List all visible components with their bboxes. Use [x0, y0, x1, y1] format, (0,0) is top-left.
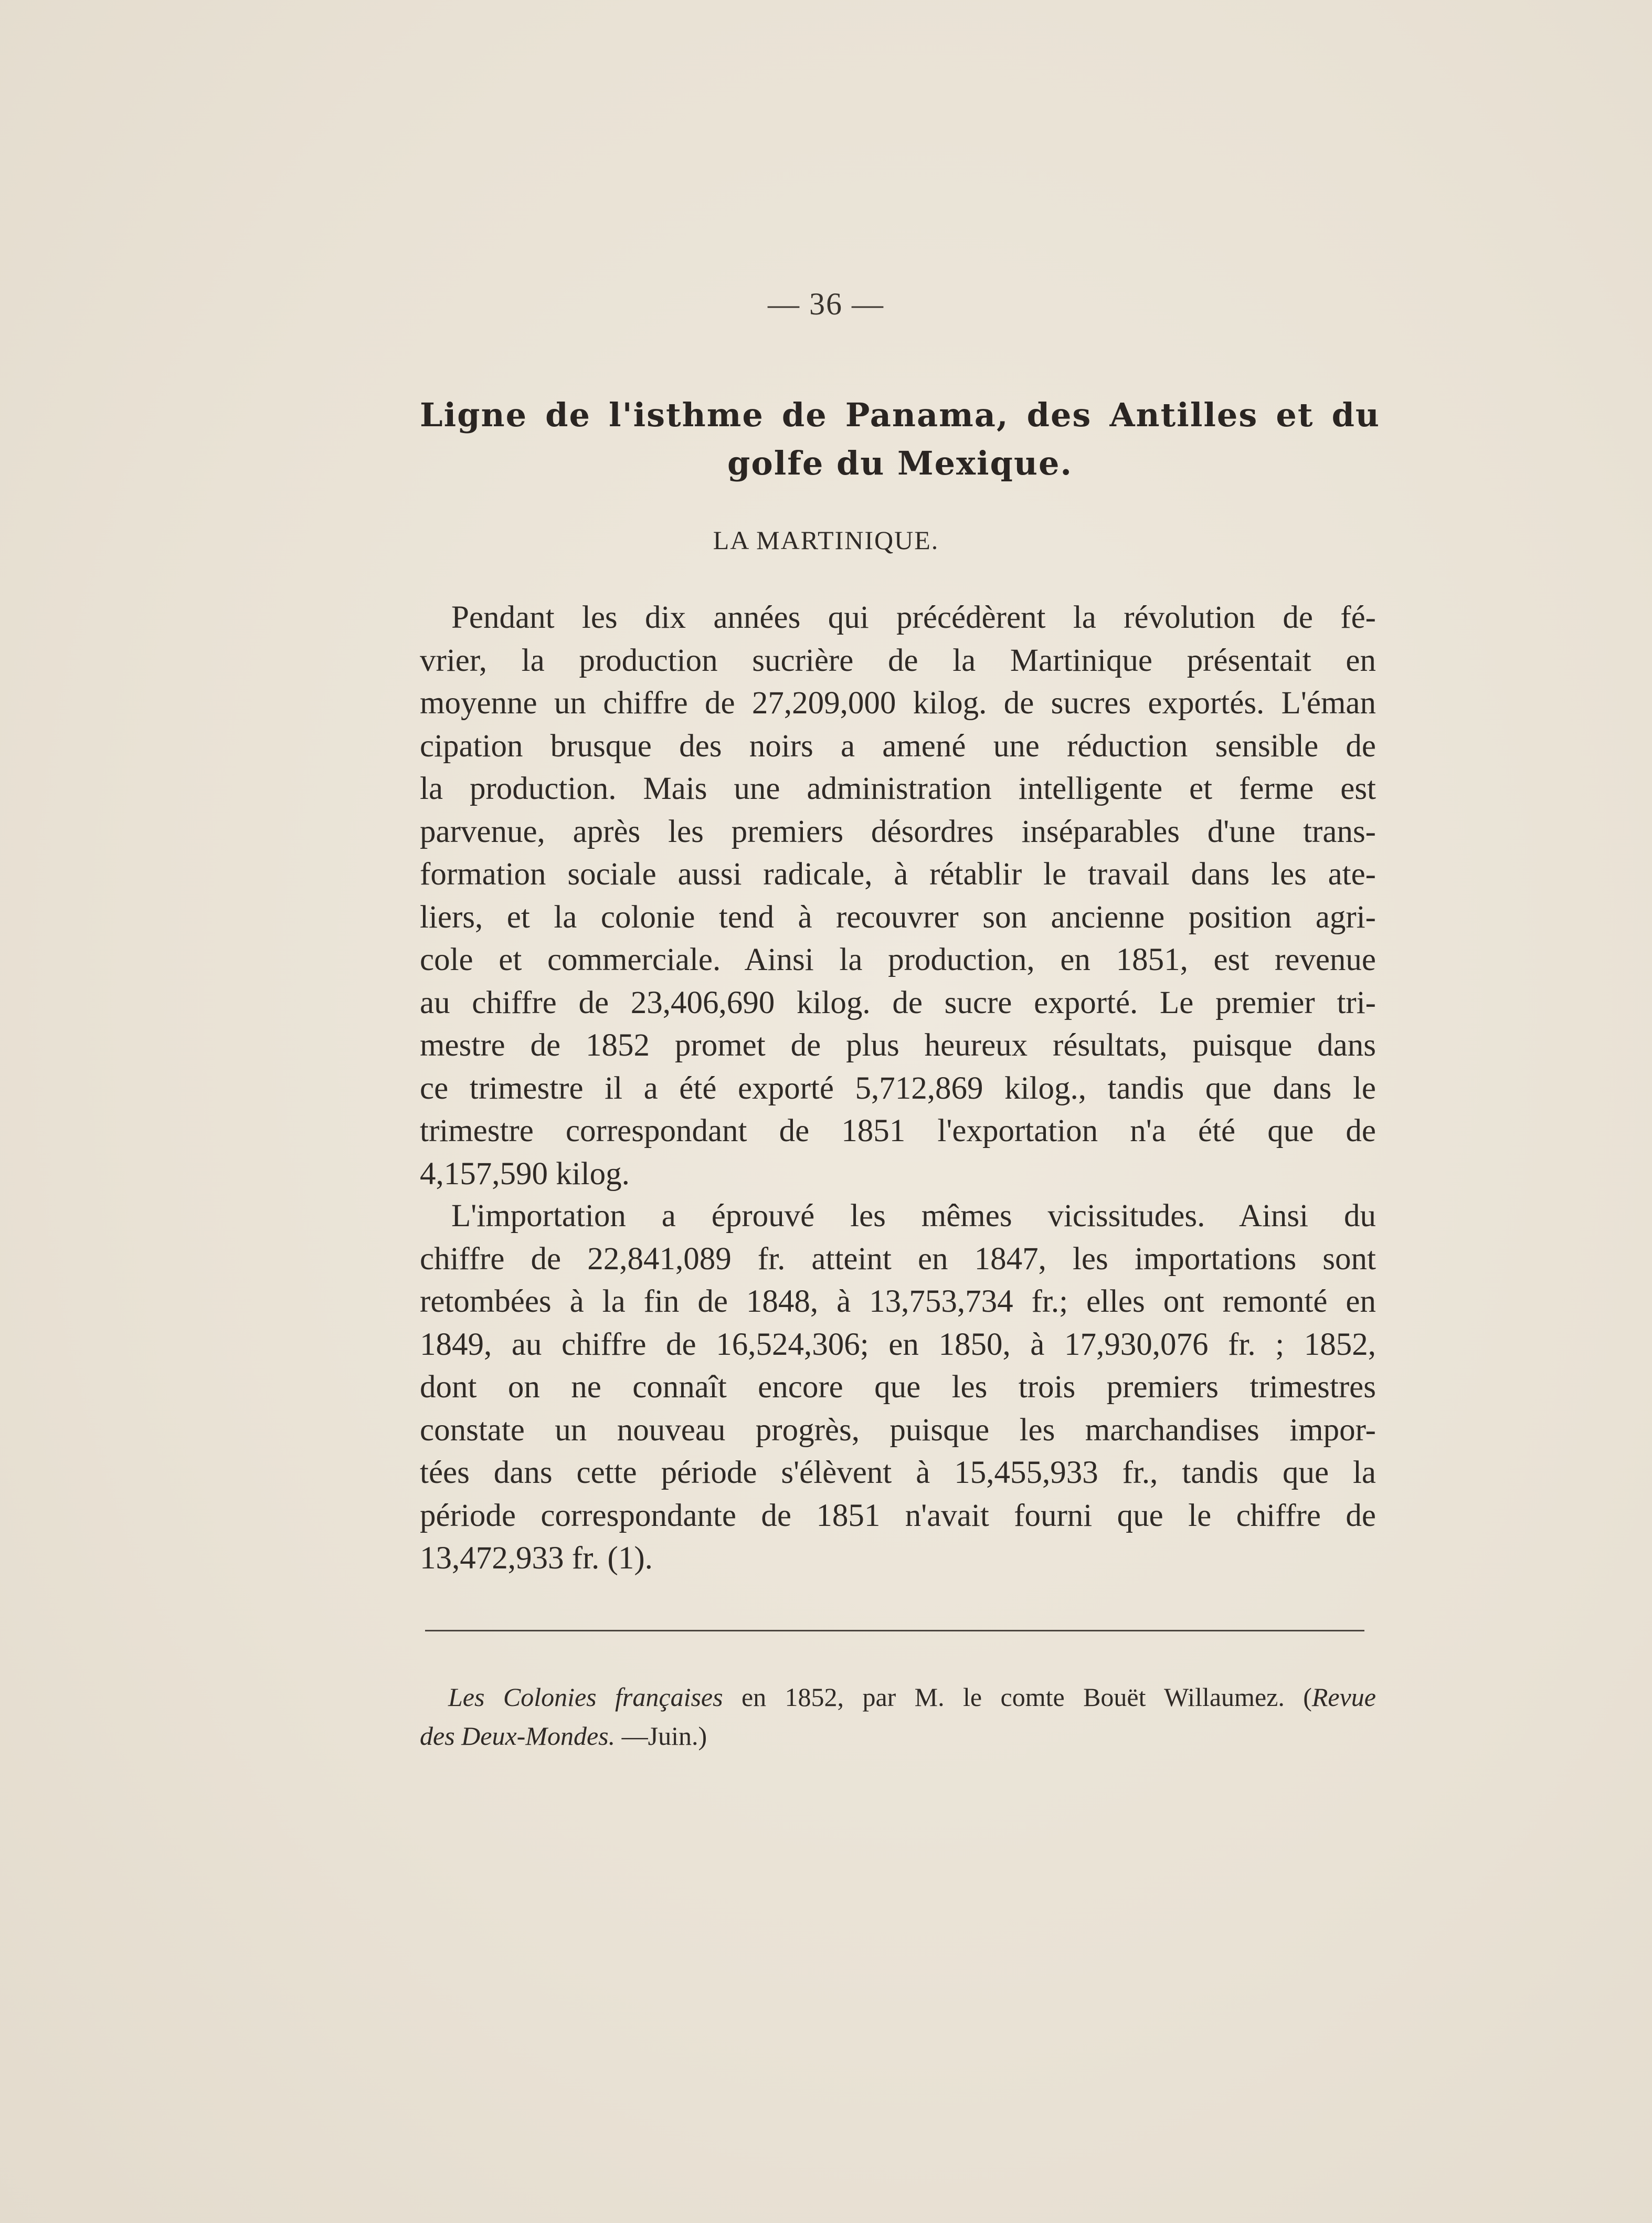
text-line: 4,157,590 kilog.: [420, 1156, 630, 1192]
footnote-source: des Deux-Mondes.: [420, 1721, 616, 1751]
footnote-source: Revue: [1311, 1682, 1376, 1712]
subsection-heading: LA MARTINIQUE.: [713, 525, 939, 555]
footnote-divider: [425, 1630, 1364, 1631]
text-line: Pendant les dix années qui précédèrent la révolution de fé-: [451, 600, 1376, 635]
text-line: période correspondante de 1851 n'avait fourni que le chiffre de: [420, 1498, 1376, 1533]
section-heading-line: golfe du Mexique.: [727, 444, 1073, 482]
text-line: parvenue, après les premiers désordres inséparables d'une trans-: [420, 814, 1376, 849]
text-line: ce trimestre il a été exporté 5,712,869 kilog., tandis que dans le: [420, 1070, 1376, 1106]
text-line: mestre de 1852 promet de plus heureux résultats, puisque dans: [420, 1028, 1376, 1063]
footnote-date: —Juin.): [615, 1721, 707, 1751]
text-line: chiffre de 22,841,089 fr. atteint en 1847, les importations sont: [420, 1241, 1376, 1277]
footnote: [420, 1678, 1376, 1755]
text-line: dont on ne connaît encore que les trois premiers trimestres: [420, 1369, 1376, 1405]
footnote-line: [420, 1716, 1376, 1755]
text-line: 13,472,933 fr. (1).: [420, 1541, 653, 1576]
text-line: moyenne un chiffre de 27,209,000 kilog. de sucres exportés. L'éman: [420, 686, 1376, 721]
footnote-line: [420, 1678, 1376, 1716]
text-line: tées dans cette période s'élèvent à 15,455,933 fr., tandis que la: [420, 1455, 1376, 1490]
paragraph-production: [420, 596, 1376, 1195]
text-line: au chiffre de 23,406,690 kilog. de sucre exporté. Le premier tri-: [420, 985, 1376, 1020]
text-line: formation sociale aussi radicale, à rétablir le travail dans les ate-: [420, 857, 1376, 892]
text-line: trimestre correspondant de 1851 l'exportation n'a été que de: [420, 1113, 1376, 1149]
text-line: cipation brusque des noirs a amené une réduction sensible de: [420, 728, 1376, 764]
footnote-text: en 1852, par M. le comte Bouët Willaumez. (: [723, 1682, 1312, 1712]
paragraph-importation: [420, 1195, 1376, 1580]
text-line: la production. Mais une administration intelligente et ferme est: [420, 771, 1376, 806]
section-heading: [420, 391, 1380, 488]
text-line: cole et commerciale. Ainsi la production, en 1851, est revenue: [420, 942, 1376, 977]
section-heading-line: Ligne de l'isthme de Panama, des Antilles et du: [420, 396, 1380, 434]
text-line: 1849, au chiffre de 16,524,306; en 1850, à 17,930,076 fr. ; 1852,: [420, 1326, 1376, 1362]
text-line: liers, et la colonie tend à recouvrer son ancienne position agri-: [420, 899, 1376, 935]
footnote-title: Les Colonies françaises: [448, 1682, 723, 1712]
page-number: — 36 —: [768, 287, 884, 321]
text-line: constate un nouveau progrès, puisque les marchandises impor-: [420, 1412, 1376, 1448]
text-line: vrier, la production sucrière de la Martinique présentait en: [420, 642, 1376, 678]
text-line: retombées à la fin de 1848, à 13,753,734 fr.; elles ont remonté en: [420, 1284, 1376, 1319]
text-line: L'importation a éprouvé les mêmes vicissitudes. Ainsi du: [451, 1198, 1376, 1234]
